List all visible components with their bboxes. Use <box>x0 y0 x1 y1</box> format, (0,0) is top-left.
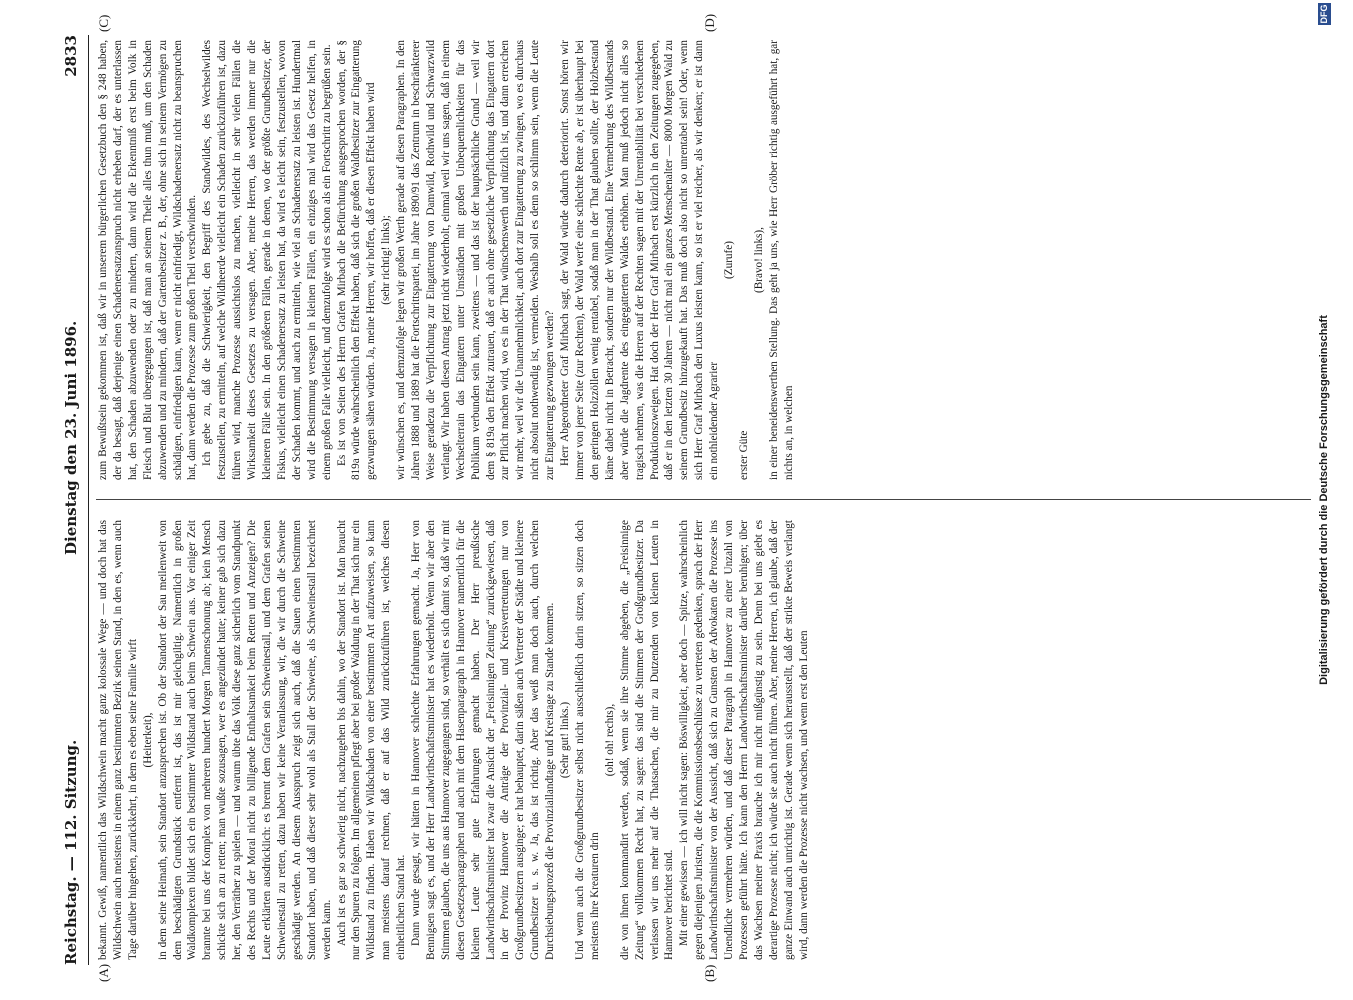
header-rule <box>88 35 89 965</box>
paragraph: (sehr richtig! links); <box>380 215 393 305</box>
dfg-logo: DFG <box>1319 4 1329 24</box>
paragraph: Und wenn auch die Großgrundbesitzer selbst nicht ausschließlich darin sitzen, so sitzen doch meistens ihre Kreaturen drin <box>574 520 601 960</box>
paragraph: (Sehr gut! links.) <box>559 701 572 779</box>
paragraph: (Bravo! links), <box>752 227 765 293</box>
paragraph: Ich gebe zu, daß die Schwierigkeit, den Begriff des Standwildes, des Wechselwildes festzustellen, zu ermitteln, auf welche Wildheerde vielleicht ein Schaden zurückzuführen ist, dazu führen wird, manche Prozesse aussichtslos zu machen, vielleicht in sehr vielen Fällen die Wirksamkeit dieses Gesetzes zu versagen. Aber, meine Herren, das werden immer nur die kleineren Fälle sein. In den größeren Fällen, gerade in denen, wo der größte Grundbesitzer, der Fiskus, vielleicht einen Schadenersatz zu leisten hat, da wird es leicht sein, festzustellen, wovon der Schaden kommt, und auch zu ermitteln, wie viel an Schadenersatz zu leisten ist. Hundertmal wird die Bestimmung versagen in kleinen Fällen, ein einziges mal wird das Gesetz helfen, in einem großen Falle vielleicht, und demzufolge wird es schon als ein Fortschritt zu begrüßen sein. <box>201 40 333 480</box>
digitization-note: Digitalisierung gefördert durch die Deutsche Forschungsgemeinschaft <box>1318 315 1330 685</box>
paragraph: erster Güte <box>737 430 750 480</box>
paragraph: (Heiterkeit), <box>141 712 154 768</box>
header-date: Dienstag den 23. Juni 1896. <box>62 320 80 555</box>
paragraph: (oh! oh! rechts), <box>603 703 616 777</box>
paragraph: (Zurufe) <box>723 241 736 279</box>
paragraph: in einer beneidenswerthen Stellung. Das geht ja uns, wie Herr Gröber richtig ausgeführt hat, gar nichts an, in welchen <box>767 40 795 480</box>
paragraph: bekannt. Gewiß, namentlich das Wildschwein macht ganz kolossale Wege — und doch hat das Wildschwein auch meistens in einem ganz bestimmten Bezirk seinen Stand, in den es, wenn auch Tage darüber hingehen, zurückkehrt, in dem es eben seine Familie wirft <box>97 520 139 960</box>
paragraph: zum Bewußtsein gekommen ist, daß wir in unserem bürgerlichen Gesetzbuch den § 248 haben, der da besagt, daß derjenige einen Schadenersatzanspruch nicht erheben darf, der es unterlassen hat, den Schaden abzuwenden oder zu mindern, dann wird die Erkenntniß erst beim Volk in Fleisch und Blut übergegangen ist, daß man an seinem Theile alles thun muß, um den Schaden abzuwenden und zu mindern, daß der Gartenbesitzer z. B., der, ohne sich in seinem Vermögen zu schädigen, einfriedigen kann, wenn er nicht einfriedigt, Wildschadenersatz nicht zu beanspruchen hat, dann werden die Prozesse zum großen Theil verschwinden. <box>97 40 199 480</box>
margin-mark-b: (B) <box>702 964 717 982</box>
paragraph: Herr Abgeordneter Graf Mirbach sagt, der Wald würde dadurch deteriorirt. Sonst hören wir immer von jener Seite (zur Rechten), der Wald werfe eine schlechte Rente ab, er ist überhaupt bei den geringen Holzzöllen wenig rentabel, sodaß man in der That glauben sollte, der Holzbestand käme dabei nicht in Betracht, sondern nur der Wildbestand. Eine Vermehrung des Wildbestands aber würde die Jagdrente des eingegatterten Waldes erhöhen. Man muß jedoch nicht alles so tragisch nehmen, was die Herren auf der Rechten sagen mit der Unrentabilität bei verschiedenen Produktionszweigen. Hat doch der Herr Graf Mirbach erst kürzlich in den Zeitungen zugegeben, daß er in den letzten 30 Jahren — nicht mal ein ganzes Menschenalter — 8000 Morgen Wald zu seinem Grundbesitz hinzugekauft hat. Das muß doch also nicht so unrentabel sein! Oder, wenn sich Herr Graf Mirbach den Luxus leisten kann, so ist er viel reicher, als wir denken; er ist dann ein nothleidender Agrarier <box>559 40 721 480</box>
paragraph: Auch ist es gar so schwierig nicht, nachzugehen bis dahin, wo der Standort ist. Man braucht nur den Spuren zu folgen. Im allgemeinen pflegt aber bei großer Waldung in der That sich nur ein Wildstand zu finden. Haben wir Wildschaden von einer bestimmten Art aufzuweisen, so kann man meistens darauf rechnen, daß er auf das Wild zurückzuführen ist, welches diesen einheitlichen Stand hat. <box>335 520 408 960</box>
margin-mark-c: (C) <box>96 14 111 32</box>
column-divider <box>96 499 1311 500</box>
paragraph: Es ist von Seiten des Herrn Grafen Mirbach die Befürchtung ausgesprochen worden, der § 819a würde wahrscheinlich den Effekt haben, daß sich die großen Waldbesitzer zur Eingatterung gezwungen sähen würden. Ja, meine Herren, wir hoffen, daß er diesen Effekt haben wird <box>335 40 378 480</box>
paragraph: in dem seine Heimath, sein Standort anzusprechen ist. Ob der Standort der Sau meilenweit von dem beschädigten Grundstück entfernt ist, das ist mir gleichgiltig. Namentlich in großen Waldkomplexen bildet sich ein bestimmter Wildstand auch beim Schwein aus. Vor einiger Zeit brannte bei uns der Komplex von mehreren hundert Morgen Tannenschonung ab; kein Mensch schickte sich an zu retten; man wußte sozusagen, wer es angezündet hatte; keiner gab sich dazu her, den Verräther zu spielen — und warum übte das Volk diese ganz sicherlich vom Standpunkt des Rechts und der Moral nicht zu billigende Enthaltsamkeit beim Retten und Anzeigen? Die Leute erklärten ausdrücklich: es brennt dem Grafen sein Schweinestall, und dem Grafen seinen Schweinestall zu retten, dazu haben wir keine Veranlassung, wir, die wir durch die Schweine geschädigt werden. An diesem Ausspruch zeigt sich auch, daß die Sauen einen bestimmten Standort haben, und daß dieser sehr wohl als Stall der Schweine, als Schweinestall bezeichnet werden kann. <box>156 520 333 960</box>
text-column-left <box>96 520 812 960</box>
page-number: 2833 <box>62 35 80 77</box>
paragraph: die von ihnen kommandirt werden, sodaß, wenn sie ihre Stimme abgeben, die „Freisinnige Zeitung“ vollkommen Recht hat, zu sagen: das sind die Stimmen der Großgrundbesitzer. Da verlassen wir uns mehr auf die Thatsachen, die mir zu Dutzenden von kleinen Leuten in Hannover berichtet sind. <box>618 520 676 960</box>
header-session: Reichstag. — 112. Sitzung. <box>62 739 80 965</box>
paragraph: wir wünschen es, und demzufolge legen wir großen Werth gerade auf diesen Paragraphen. In den Jahren 1888 und 1889 hat die Fortschrittspartei, im Jahre 1890/91 das Zentrum in beschränkterer Weise geradezu die Verpflichtung zur Eingatterung von Damwild, Rothwild und Schwarzwild verlangt. Wir haben diesen Antrag jetzt nicht wiederholt, einmal weil wir uns sagen, daß in einem Wechselterrain das Eingattern unter Umständen mit großen Unbequemlichkeiten für das Publikum verbunden sein kann, zweitens — und das ist der hauptsächliche Grund — weil wir dem § 819a den Effekt zutrauen, daß er auch ohne gesetzliche Verpflichtung das Eingattern dort zur Pflicht machen wird, wo es in der That wünschenswerth und nützlich ist, und dann erreichen wir mehr, weil wir die Unannehmlichkeit, auch dort zur Eingatterung zu zwingen, wo es durchaus nicht absolut nothwendig ist, vermeiden. Weshalb soll es denn so schlimm sein, wenn die Leute zur Eingatterung gezwungen werden? <box>395 40 557 480</box>
margin-mark-d: (D) <box>702 13 717 32</box>
margin-mark-a: (A) <box>96 963 111 982</box>
paragraph: Mit einer gewissen — ich will nicht sagen: Böswilligkeit, aber doch — Spitze, wahrscheinlich gegen diejenigen Juristen, die die Kommissionsbeschlüsse zu vertreten gedenken, sprach der Herr Landwirthschaftsminister von der Aussicht, daß sich zu Gunsten der Advokaten die Prozesse ins Unendliche vermehren würden, und daß dieser Paragraph in Hannover zu einer Unzahl von Prozessen geführt hätte. Ich kann den Herrn Landwirthschaftsminister darüber beruhigen; über das Wachsen meiner Praxis brauche ich mir nicht mißgünstig zu sein. Denn bei uns giebt es derartige Prozesse nicht; ich würde sie auch nicht führen. Aber, meine Herren, ich glaube, daß der ganze Einwand auch unrichtig ist. Gerade wenn sich herausstellt, daß der strikte Beweis verlangt wird, dann werden die Prozesse nicht wachsen, und wenn erst den Leuten <box>678 520 810 960</box>
text-column-right <box>96 40 797 480</box>
paragraph: Dann wurde gesagt, wir hätten in Hannover schlechte Erfahrungen gemacht. Ja, Herr von Bennigsen sagt es, und der Herr Landwirthschaftsminister hat es wiederholt. Wenn wir aber den Stimmen glauben, die uns aus Hannover zugegangen sind, so verhält es sich damit so, daß wir mit diesen Gesetzesparagraphen und auch mit dem Hasenparagraph in Hannover namentlich für die kleinen Leute sehr gute Erfahrungen gemacht haben. Der Herr preußische Landwirthschaftsminister hat zwar die Ansicht der „Freisinnigen Zeitung“ zurückgewiesen, daß in der Provinz Hannover die Anträge der Provinzial- und Kreisvertretungen nur von Großgrundbesitzern ausginge; er hat behauptet, darin säßen auch Vertreter der Städte und kleinere Grundbesitzer u. s. w. Ja, das ist richtig. Aber das weiß man doch auch, durch welchen Durchsiebungsprozeß die Provinziallandtage und Kreistage zu Stande kommen. <box>410 520 557 960</box>
page-header <box>62 35 84 965</box>
